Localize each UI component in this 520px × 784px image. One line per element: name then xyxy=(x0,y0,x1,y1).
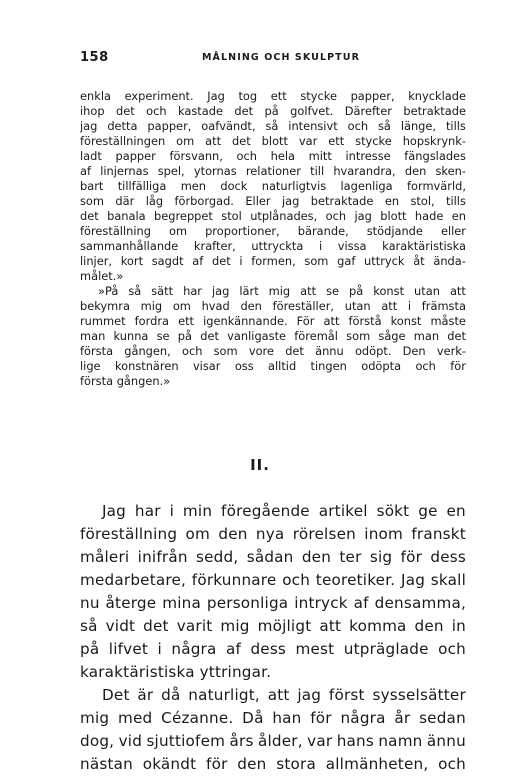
body-text-top xyxy=(80,89,466,389)
text-line: af linjernas spel, ytornas relationer till hvarandra, den sken- xyxy=(80,164,466,178)
text-line: enkla experiment. Jag tog ett stycke papper, knycklade xyxy=(80,89,466,103)
text-line: bart tillfälliga men dock naturligtvis lagenliga formvärld, xyxy=(80,179,466,193)
text-line: ladt papper försvann, och hela mitt intresse fängslades xyxy=(80,149,466,163)
text-line: man kunna se på det vanligaste föremål som såge man det xyxy=(80,329,466,343)
text-line: bekymra mig om hvad den föreställer, utan att i främsta xyxy=(80,299,466,313)
text-line: Jag har i min föregående artikel sökt ge en xyxy=(102,502,466,520)
text-line: lige konstnären visar oss alltid tingen odöpta och för xyxy=(80,359,466,373)
text-line: jag detta papper, oafvändt, så intensivt och så länge, tills xyxy=(80,119,466,133)
text-line: målet.» xyxy=(80,269,124,283)
body-text-bottom xyxy=(80,500,466,776)
text-line: som där låg förborgad. Eller jag betraktade en stol, tills xyxy=(80,194,466,208)
text-line: rummet fordra ett igenkännande. För att förstå konst måste xyxy=(80,314,466,328)
text-line: karaktäristiska yttringar. xyxy=(80,663,272,681)
text-line: första gången.» xyxy=(80,374,171,388)
text-line: sammanhållande krafter, uttryckta i vissa karaktäristiska xyxy=(80,239,466,253)
page-number: 158 xyxy=(80,50,109,65)
text-line: så vidt det varit mig möjligt att komma den in xyxy=(80,617,466,635)
text-line: »På så sätt har jag lärt mig att se på konst utan att xyxy=(98,284,466,298)
text-line: ihop det och kastade det på golfvet. Därefter betraktade xyxy=(80,104,466,118)
text-line: mig med Cézanne. Då han för några år sedan xyxy=(80,709,466,727)
text-line: måleri inifrån sedd, sådan den ter sig för dess xyxy=(80,548,466,566)
text-line: första gången, och som vore det ännu odöpt. Den verk- xyxy=(80,344,466,358)
text-line: på lifvet i några af dess mest utpräglade och xyxy=(80,640,466,658)
page-header xyxy=(80,50,466,70)
section-heading: II. xyxy=(250,456,270,474)
text-line: nästan okändt för den stora allmänheten, och xyxy=(80,755,466,773)
text-line: linjer, kort sagdt af det i formen, som gaf uttryck åt ända- xyxy=(80,254,466,268)
text-line: dog, vid sjuttiofem års ålder, var hans namn ännu xyxy=(80,732,466,750)
text-line: föreställningen om att det blott var ett stycke hopskrynk- xyxy=(80,134,466,148)
text-line: medarbetare, förkunnare och teoretiker. Jag skall xyxy=(80,571,466,589)
text-line: föreställning om den nya rörelsen inom franskt xyxy=(80,525,466,543)
text-line: föreställning om proportioner, bärande, stödjande eller xyxy=(80,224,466,238)
text-line: Det är då naturligt, att jag först sysselsätter xyxy=(102,686,466,704)
text-line: det banala begreppet stol utplånades, och jag blott hade en xyxy=(80,209,466,223)
running-title: MÅLNING OCH SKULPTUR xyxy=(202,52,360,63)
text-line: nu återge mina personliga intryck af densamma, xyxy=(80,594,466,612)
